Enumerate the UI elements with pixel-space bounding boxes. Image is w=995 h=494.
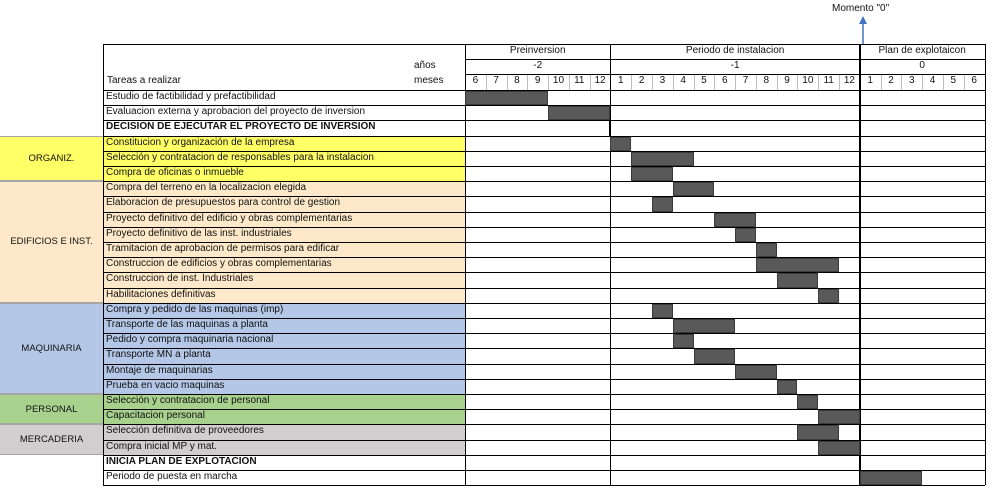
row-line xyxy=(103,470,985,471)
month-label: 2 xyxy=(638,75,645,86)
month-gridline xyxy=(694,74,695,90)
row-line xyxy=(103,394,985,395)
task-name: Tramitacion de aprobacion de permisos para edificar xyxy=(103,242,465,257)
table-left-line xyxy=(103,44,104,485)
month-label: 6 xyxy=(971,75,977,86)
row-line xyxy=(103,303,985,304)
month-label: 7 xyxy=(742,75,749,86)
year-label: -2 xyxy=(533,60,543,71)
month-gridline xyxy=(507,74,508,90)
milestone-label: Momento "0" xyxy=(832,3,890,14)
meses-label: meses xyxy=(414,75,444,86)
task-name: Estudio de factibilidad y prefactibilidad xyxy=(103,90,465,105)
gantt-bar xyxy=(673,334,694,348)
month-label: 4 xyxy=(680,75,686,86)
group-label: MERCADERIA xyxy=(0,424,103,454)
gantt-bar xyxy=(548,106,610,120)
row-line xyxy=(103,196,985,197)
month-gridline xyxy=(735,74,736,90)
year-line xyxy=(465,59,985,60)
row-line xyxy=(103,364,985,365)
row-line xyxy=(103,120,985,121)
month-gridline xyxy=(818,74,819,90)
task-name: Periodo de puesta en marcha xyxy=(103,470,465,485)
row-line xyxy=(103,379,985,380)
task-name: Transporte de las maquinas a planta xyxy=(103,318,465,333)
month-label: 11 xyxy=(823,75,834,86)
month-label: 10 xyxy=(802,75,814,86)
row-line xyxy=(103,455,985,456)
row-line xyxy=(103,348,985,349)
month-gridline xyxy=(714,74,715,90)
gantt-bar xyxy=(631,152,693,166)
month-label: 8 xyxy=(763,75,770,86)
month-gridline xyxy=(839,74,840,90)
anos-label: años xyxy=(414,60,436,71)
phase-label: Preinversion xyxy=(509,45,566,56)
decision-marker xyxy=(609,120,611,135)
task-name: Compra inicial MP y mat. xyxy=(103,440,465,455)
month-label: 1 xyxy=(867,75,873,86)
row-line xyxy=(103,333,985,334)
month-label: 12 xyxy=(594,75,606,86)
phase-label: Plan de explotaicon xyxy=(878,45,966,56)
row-line xyxy=(103,181,985,182)
gantt-bar xyxy=(777,273,819,287)
task-name: Proyecto definitivo del edificio y obras complementarias xyxy=(103,212,465,227)
month-label: 6 xyxy=(472,75,479,86)
gantt-bar xyxy=(694,349,736,363)
tareas-label: Tareas a realizar xyxy=(107,75,181,86)
month-label: 8 xyxy=(514,75,520,86)
task-name: Construccion de edificios y obras complementarias xyxy=(103,257,465,272)
task-name: Elaboracion de presupuestos para control de gestion xyxy=(103,196,465,211)
month-gridline xyxy=(777,74,778,90)
gantt-bar xyxy=(673,182,715,196)
gantt-bar xyxy=(735,365,777,379)
group-label: ORGANIZ. xyxy=(0,136,103,182)
task-name: Compra de oficinas o inmueble xyxy=(103,166,465,181)
month-gridline xyxy=(527,74,528,90)
month-gridline xyxy=(943,74,944,90)
month-gridline xyxy=(590,74,591,90)
task-name: Selección definitiva de proveedores xyxy=(103,424,465,439)
task-name: Constitucion y organización de la empresa xyxy=(103,136,465,151)
row-line xyxy=(103,485,985,486)
month-gridline xyxy=(673,74,674,90)
month-label: 11 xyxy=(574,75,585,86)
gantt-bar xyxy=(673,319,735,333)
month-gridline xyxy=(631,74,632,90)
gantt-bar xyxy=(631,167,673,181)
row-line xyxy=(103,288,985,289)
task-name: Selección y contratacion de responsables para la instalacion xyxy=(103,151,465,166)
month-label: 3 xyxy=(659,75,666,86)
gantt-bar xyxy=(860,471,922,485)
gantt-bar xyxy=(714,213,756,227)
gantt-bar xyxy=(818,289,839,303)
phase-label: Periodo de instalacion xyxy=(685,45,785,56)
gantt-bar xyxy=(652,304,673,318)
month-label: 7 xyxy=(493,75,499,86)
row-line xyxy=(103,227,985,228)
task-name: Proyecto definitivo de las inst. industriales xyxy=(103,227,465,242)
row-line xyxy=(103,136,985,137)
task-name: INICIA PLAN DE EXPLOTACION xyxy=(103,455,465,470)
month-gridline xyxy=(797,74,798,90)
row-line xyxy=(103,151,985,152)
task-name: Habilitaciones definitivas xyxy=(103,288,465,303)
task-name: Pedido y compra maquinaria nacional xyxy=(103,333,465,348)
header-top-line xyxy=(103,44,985,45)
month-gridline xyxy=(881,74,882,90)
month-label: 9 xyxy=(534,75,541,86)
month-label: 12 xyxy=(843,75,855,86)
task-name: Transporte MN a planta xyxy=(103,348,465,363)
month-label: 2 xyxy=(888,75,894,86)
gantt-bar xyxy=(797,395,818,409)
gantt-bar xyxy=(756,243,777,257)
row-line xyxy=(103,257,985,258)
row-line xyxy=(103,272,985,273)
row-line xyxy=(103,105,985,106)
group-label: EDIFICIOS E INST. xyxy=(0,181,103,303)
group-label: PERSONAL xyxy=(0,394,103,424)
month-label: 6 xyxy=(721,75,728,86)
gantt-bar xyxy=(797,425,839,439)
gantt-bar xyxy=(818,441,860,455)
grid-left-line xyxy=(465,44,466,485)
milestone-arrow xyxy=(856,16,870,44)
month-line xyxy=(465,74,985,75)
month-gridline xyxy=(922,74,923,90)
month-label: 5 xyxy=(701,75,707,86)
task-name: Selección y contratacion de personal xyxy=(103,394,465,409)
gantt-bar xyxy=(777,380,798,394)
row-line xyxy=(103,212,985,213)
month-gridline xyxy=(548,74,549,90)
gantt-bar xyxy=(610,137,631,151)
group-label: MAQUINARIA xyxy=(0,303,103,394)
month-label: 5 xyxy=(950,75,957,86)
task-name: Montaje de maquinarias xyxy=(103,364,465,379)
task-name: Capacitacion personal xyxy=(103,409,465,424)
phase-divider xyxy=(610,44,611,485)
month-label: 4 xyxy=(929,75,936,86)
month-label: 10 xyxy=(552,75,565,86)
year-label: 0 xyxy=(919,60,925,71)
row-line xyxy=(103,166,985,167)
month-label: 9 xyxy=(784,75,790,86)
year-label: -1 xyxy=(730,60,740,71)
month-gridline xyxy=(486,74,487,90)
month-gridline xyxy=(569,74,570,90)
gantt-bar xyxy=(465,91,548,105)
task-name: Construccion de inst. Industriales xyxy=(103,272,465,287)
month-gridline xyxy=(901,74,902,90)
row-line xyxy=(103,242,985,243)
month-gridline xyxy=(964,74,965,90)
task-name: Evaluacion externa y aprobacion del proyecto de inversion xyxy=(103,105,465,120)
task-name: DECISION DE EJECUTAR EL PROYECTO DE INVERSION xyxy=(103,120,465,135)
grid-right-line xyxy=(985,44,986,485)
row-line xyxy=(103,318,985,319)
gantt-bar xyxy=(756,258,839,272)
task-name: Compra del terreno en la localizacion elegida xyxy=(103,181,465,196)
gantt-bar xyxy=(735,228,756,242)
row-line xyxy=(103,424,985,425)
month-gridline xyxy=(652,74,653,90)
task-name: Compra y pedido de las maquinas (imp) xyxy=(103,303,465,318)
month-gridline xyxy=(756,74,757,90)
task-name: Prueba en vacio maquinas xyxy=(103,379,465,394)
month-label: 1 xyxy=(618,75,624,86)
month-label: 3 xyxy=(908,75,915,86)
gantt-bar xyxy=(818,410,860,424)
gantt-bar xyxy=(652,197,673,211)
